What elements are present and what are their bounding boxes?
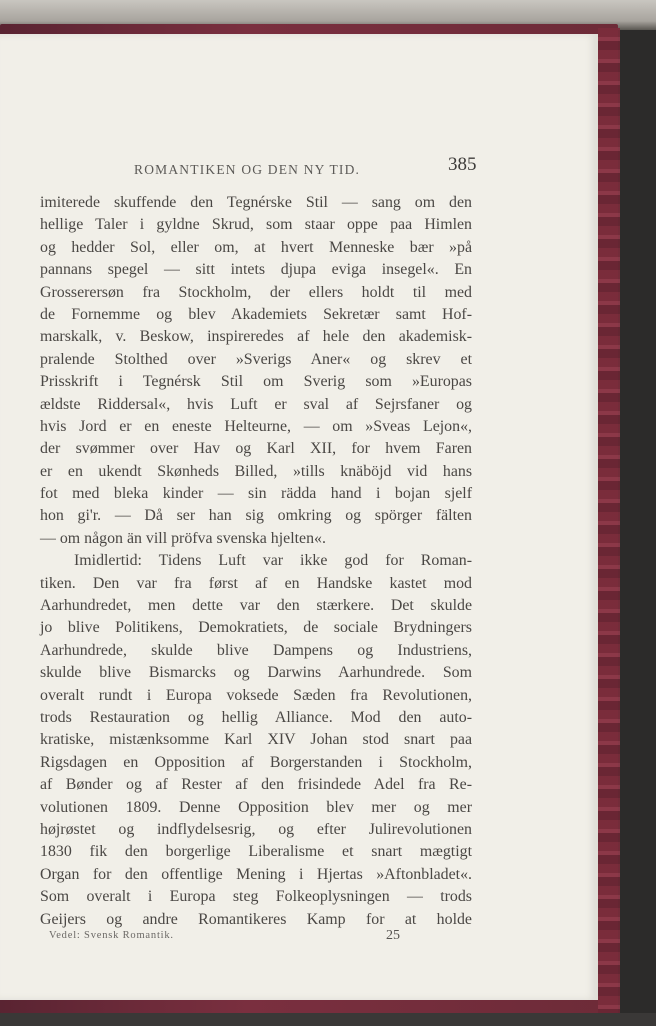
running-head-title: ROMANTIKEN OG DEN NY TID.	[134, 162, 361, 177]
text-line: tiken. Den var fra først af en Handske kastet mod	[40, 574, 472, 592]
text-line: Som overalt i Europa steg Folkeoplysningen — trods	[40, 888, 472, 906]
text-line: jo blive Politikens, Demokratiets, de sociale Brydningers	[40, 619, 472, 637]
signature-number: 25	[386, 928, 400, 943]
book-cover-edge	[598, 28, 620, 1013]
text-line: skulde blive Bismarcks og Darwins Aarhundrede. Som	[40, 664, 472, 682]
text-line: kratiske, mistænksomme Karl XIV Johan stod snart paa	[40, 731, 472, 749]
text-line: trods Restauration og hellig Alliance. Mod den auto-	[40, 708, 472, 726]
text-line: imiterede skuffende den Tegnérske Stil — sang om den	[40, 194, 472, 211]
text-line: volutionen 1809. Denne Opposition blev mer og mer	[40, 798, 472, 816]
text-line: Imidlertid: Tidens Luft var ikke god for Roman-	[74, 552, 472, 570]
text-line: og hedder Sol, eller om, at hvert Menneske bær »på	[40, 238, 472, 256]
printer-signature: Vedel: Svensk Romantik.	[49, 930, 174, 941]
text-line: Geijers og andre Romantikeres Kamp for at holde	[40, 910, 472, 928]
text-line: pannans spegel — sitt intets djupa eviga insegel«. En	[40, 261, 472, 279]
text-line: ældste Riddersal«, hvis Luft er sval af Sejrsfaner og	[40, 395, 472, 413]
text-line: hvis Jord er en eneste Helteurne, — om »Sveas Lejon«,	[40, 417, 472, 435]
book-page	[0, 34, 598, 1000]
text-line: de Fornemme og blev Akademiets Sekretær samt Hof-	[40, 305, 472, 323]
text-line: pralende Stolthed over »Sverigs Aner« og skrev et	[40, 350, 472, 368]
text-line: Grosserersøn fra Stockholm, der ellers holdt til med	[40, 283, 472, 301]
bottom-background-band	[0, 1013, 656, 1026]
text-line: Aarhundrede, skulde blive Dampens og Industriens,	[40, 641, 472, 659]
text-line: højrøstet og indflydelsesrig, og efter Julirevolutionen	[40, 820, 472, 838]
text-line: — om någon än vill pröfva svenska hjelten«.	[40, 529, 326, 547]
body-text	[40, 192, 472, 931]
text-line: Rigsdagen en Opposition af Borgerstanden i Stockholm,	[40, 753, 472, 771]
text-line: af Bønder og af Rester af den frisindede Adel fra Re-	[40, 776, 472, 794]
text-line: overalt rundt i Europa voksede Sæden fra Revolutionen,	[40, 686, 472, 704]
text-line: hellige Taler i gyldne Skrud, som staar oppe paa Himlen	[40, 216, 472, 234]
page-number: 385	[448, 154, 477, 175]
text-line: marskalk, v. Beskow, inspireredes af hele den akademisk-	[40, 328, 472, 346]
text-line: der svømmer over Hav og Karl XII, for hvem Faren	[40, 440, 472, 458]
text-line: Prisskrift i Tegnérsk Stil om Sverig som »Europas	[40, 373, 472, 391]
text-line: fot med bleka kinder — sin rädda hand i bojan sjelf	[40, 485, 472, 503]
text-line: er en ukendt Skønheds Billed, »tills knäböjd vid hans	[40, 462, 472, 480]
text-line: 1830 fik den borgerlige Liberalisme et snart mægtigt	[40, 843, 472, 861]
running-head	[0, 154, 598, 184]
text-line: hon gi'r. — Då ser han sig omkring og spörger fälten	[40, 507, 472, 525]
text-line: Organ for den offentlige Mening i Hjertas »Aftonbladet«.	[40, 865, 472, 883]
text-line: Aarhundredet, men dette var den stærkere. Det skulde	[40, 597, 472, 615]
